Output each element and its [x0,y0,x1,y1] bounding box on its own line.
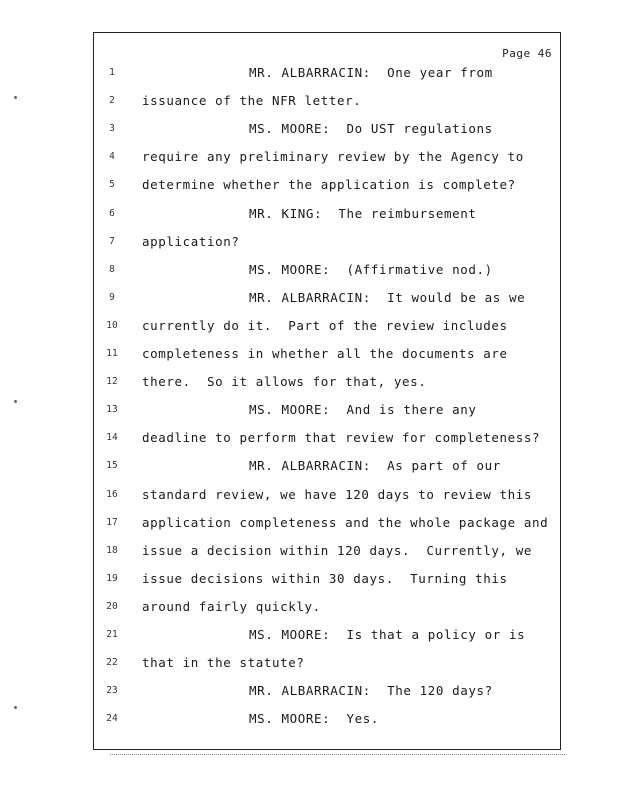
line-text: deadline to perform that review for completeness? [142,430,541,446]
transcript-line [94,569,560,589]
scan-speck [14,706,17,709]
line-text: MS. MOORE: (Affirmative nod.) [249,261,493,277]
line-number: 19 [106,572,118,584]
transcript-line [94,625,560,645]
transcript-line [94,597,560,617]
transcript-line [94,344,560,364]
page-bottom-rule [110,754,565,755]
transcript-line [94,709,560,729]
line-number: 16 [106,488,118,500]
transcript-line [94,204,560,224]
line-number: 21 [106,629,118,640]
line-text: MR. ALBARRACIN: As part of our [249,458,501,474]
line-text: MS. MOORE: Do UST regulations [249,121,493,137]
scan-speck [14,96,17,99]
line-number: 20 [106,600,118,612]
line-text: standard review, we have 120 days to review this [142,486,533,502]
line-text: MS. MOORE: Is that a policy or is [249,627,526,642]
line-number: 14 [106,432,118,444]
line-text: MS. MOORE: And is there any [249,402,477,418]
transcript-line [94,175,560,195]
transcript-line [94,288,560,308]
line-number: 11 [106,348,118,359]
transcript-line [94,456,560,476]
line-number: 13 [106,404,118,416]
line-text: currently do it. Part of the review includes [142,317,508,333]
line-number: 15 [106,460,118,472]
line-text: application completeness and the whole package and [142,514,549,530]
transcript-line [94,232,560,252]
line-number: 4 [109,151,115,163]
line-text: require any preliminary review by the Agency to [142,149,524,165]
line-number: 5 [109,179,115,191]
line-number: 7 [109,235,115,247]
line-number: 9 [109,291,115,303]
transcript-line [94,260,560,280]
scan-speck [14,400,17,403]
transcript-line [94,541,560,561]
line-text: around fairly quickly. [142,598,321,614]
line-number: 6 [109,207,115,219]
line-number: 10 [106,319,118,331]
line-text: completeness in whether all the documents are [142,346,508,361]
line-number: 2 [109,95,115,107]
line-number: 1 [109,67,115,78]
transcript-line [94,119,560,139]
line-number: 12 [106,376,118,388]
line-number: 3 [109,123,115,135]
transcript-line [94,147,560,167]
line-text: issuance of the NFR letter. [142,93,362,109]
transcript-line [94,91,560,111]
transcript-line [94,681,560,701]
line-text: MR. ALBARRACIN: The 120 days? [249,683,493,699]
line-text: issue decisions within 30 days. Turning this [142,570,508,586]
line-number: 22 [106,657,118,669]
transcript-line [94,428,560,448]
line-text: there. So it allows for that, yes. [142,374,427,390]
page-number: Page 46 [502,47,552,60]
transcript-page [93,32,561,750]
line-text: that in the statute? [142,655,305,671]
line-text: issue a decision within 120 days. Currently, we [142,542,533,558]
line-text: MR. ALBARRACIN: One year from [249,65,493,80]
transcript-line [94,513,560,533]
line-number: 18 [106,544,118,556]
line-text: MR. ALBARRACIN: It would be as we [249,289,526,305]
transcript-line [94,316,560,336]
line-text: application? [142,233,240,249]
line-text: MS. MOORE: Yes. [249,711,380,727]
transcript-line [94,653,560,673]
line-number: 24 [106,713,118,725]
line-text: determine whether the application is complete? [142,177,516,193]
transcript-line [94,372,560,392]
transcript-line [94,63,560,83]
transcript-line [94,485,560,505]
line-number: 17 [106,516,118,528]
line-number: 8 [109,263,115,275]
transcript-line [94,400,560,420]
line-number: 23 [106,685,118,697]
line-text: MR. KING: The reimbursement [249,205,477,221]
